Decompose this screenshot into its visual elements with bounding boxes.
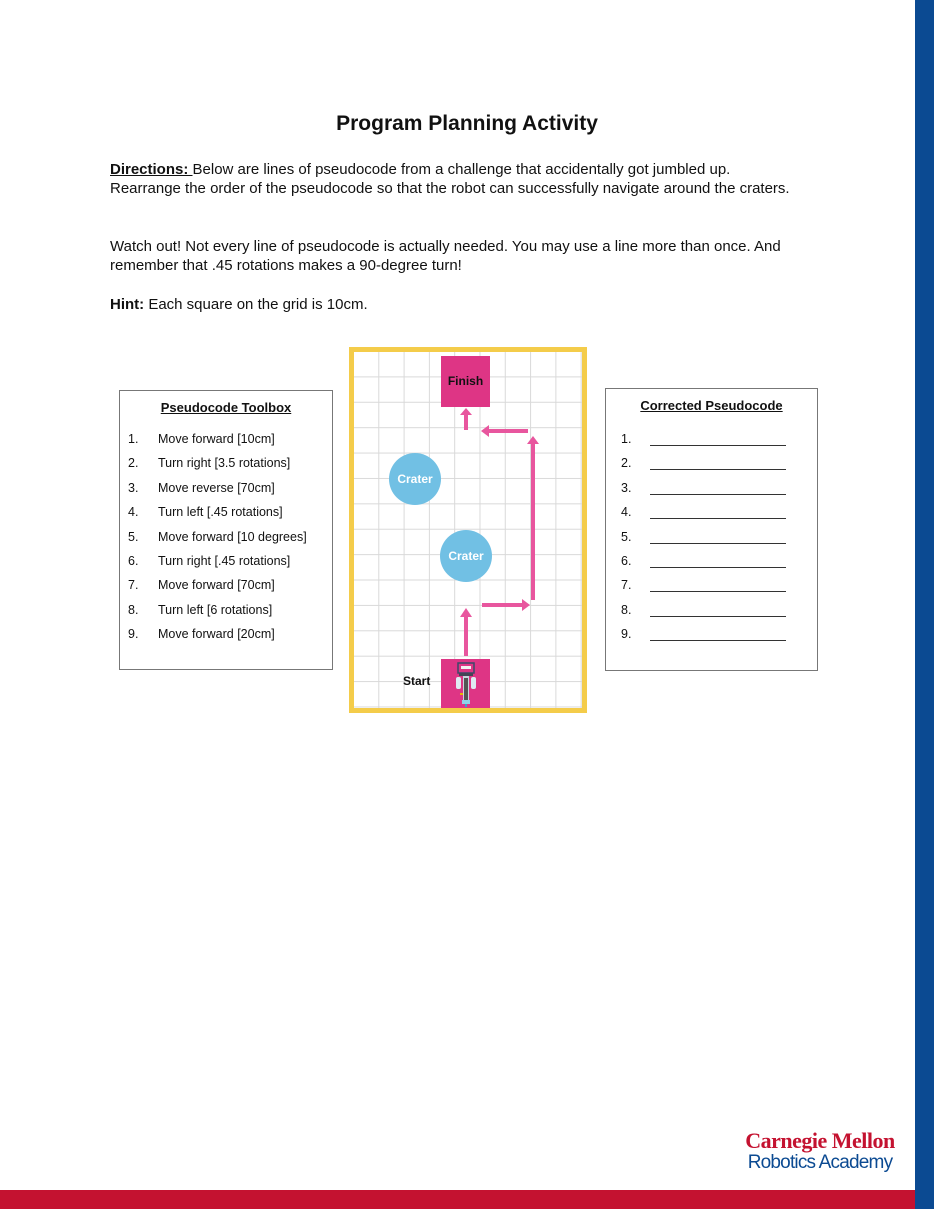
- path-arrow-up-finish: [464, 414, 468, 430]
- answer-line[interactable]: [606, 627, 817, 651]
- toolbox-list: [120, 432, 332, 652]
- finish-label: Finish: [447, 374, 484, 388]
- item-text: Turn right [3.5 rotations]: [158, 456, 291, 471]
- answer-line[interactable]: [606, 530, 817, 554]
- answer-line[interactable]: [606, 554, 817, 578]
- directions-label: Directions:: [110, 161, 193, 178]
- item-number: 7.: [128, 578, 139, 593]
- warning-paragraph: Watch out! Not every line of pseudocode is actually needed. You may use a line more than once. And remember that .45 rotations makes a 90-degree turn!: [110, 238, 781, 274]
- answer-line[interactable]: [606, 481, 817, 505]
- answer-line[interactable]: [606, 505, 817, 529]
- answer-line[interactable]: [606, 432, 817, 456]
- answer-line[interactable]: [606, 578, 817, 602]
- line-number: 6.: [621, 553, 632, 568]
- grid: [354, 352, 582, 708]
- answer-blank[interactable]: [650, 445, 786, 446]
- hint-text: Each square on the grid is 10cm.: [144, 296, 368, 313]
- toolbox-item: [120, 603, 332, 627]
- answer-blank[interactable]: [650, 518, 786, 519]
- answer-line[interactable]: [606, 603, 817, 627]
- toolbox-item: [120, 481, 332, 505]
- crater: Crater: [440, 530, 492, 582]
- path-arrow-left-head: [481, 425, 489, 437]
- path-arrows: [354, 352, 582, 708]
- robot-icon: [455, 660, 477, 708]
- item-text: Move forward [70cm]: [158, 578, 275, 593]
- line-number: 3.: [621, 480, 632, 495]
- line-number: 4.: [621, 505, 632, 520]
- toolbox-item: [120, 432, 332, 456]
- pseudocode-toolbox: [119, 390, 333, 670]
- answer-blank[interactable]: [650, 616, 786, 617]
- path-arrow-up-finish-head: [460, 408, 472, 415]
- line-number: 8.: [621, 602, 632, 617]
- item-text: Move forward [10cm]: [158, 432, 275, 446]
- path-arrow-right-head: [522, 599, 530, 611]
- answer-blank[interactable]: [650, 494, 786, 495]
- item-text: Turn right [.45 rotations]: [158, 553, 291, 568]
- cmu-robotics-academy-logo: [735, 1130, 905, 1172]
- logo-line-robotics-academy: Robotics Academy: [747, 1152, 893, 1173]
- side-accent-bar: [915, 0, 934, 1209]
- item-text: Turn left [.45 rotations]: [158, 505, 283, 520]
- item-number: 6.: [128, 553, 139, 568]
- answer-blank[interactable]: [650, 543, 786, 544]
- line-number: 5.: [621, 529, 632, 544]
- bottom-accent-bar: [0, 1190, 915, 1209]
- line-number: 1.: [621, 432, 632, 446]
- toolbox-item: [120, 456, 332, 480]
- answer-line[interactable]: [606, 456, 817, 480]
- hint-label: Hint:: [110, 296, 145, 313]
- corrected-pseudocode: [605, 388, 818, 671]
- item-text: Move forward [10 degrees]: [158, 529, 307, 544]
- corrected-title: Corrected Pseudocode: [640, 398, 783, 413]
- start-label: Start: [403, 674, 431, 688]
- directions-paragraph: [110, 161, 800, 198]
- toolbox-item: [120, 505, 332, 529]
- toolbox-item: [120, 554, 332, 578]
- item-number: 2.: [128, 456, 139, 471]
- path-arrow-up-start-head: [460, 608, 472, 617]
- item-number: 4.: [128, 505, 139, 520]
- path-arrow-up-long-head: [527, 436, 539, 444]
- line-number: 2.: [621, 456, 632, 471]
- crater: Crater: [389, 453, 441, 505]
- item-number: 5.: [128, 529, 139, 544]
- item-number: 8.: [128, 602, 139, 617]
- item-text: Move forward [20cm]: [158, 627, 275, 642]
- item-text: Move reverse [70cm]: [158, 480, 275, 495]
- logo-line-carnegie-mellon: Carnegie Mellon: [745, 1128, 895, 1153]
- path-arrow-left: [488, 429, 528, 433]
- directions-text: Below are lines of pseudocode from a challenge that accidentally got jumbled up. Rearrange the order of the pseudocode so that the robot can successfully navigate around the craters.: [110, 161, 790, 197]
- toolbox-item: [120, 627, 332, 651]
- item-number: 1.: [128, 432, 139, 446]
- toolbox-title: Pseudocode Toolbox: [160, 400, 292, 415]
- path-arrow-right: [482, 603, 524, 607]
- grid-map: [349, 347, 587, 713]
- line-number: 7.: [621, 578, 632, 593]
- item-number: 9.: [128, 627, 139, 642]
- corrected-list: [606, 432, 817, 652]
- answer-blank[interactable]: [650, 591, 786, 592]
- page-title: Program Planning Activity: [336, 112, 598, 135]
- item-text: Turn left [6 rotations]: [158, 602, 273, 617]
- answer-blank[interactable]: [650, 469, 786, 470]
- toolbox-item: [120, 578, 332, 602]
- answer-blank[interactable]: [650, 567, 786, 568]
- hint-paragraph: [110, 296, 800, 315]
- path-arrow-up-long: [531, 442, 535, 600]
- line-number: 9.: [621, 627, 632, 642]
- item-number: 3.: [128, 480, 139, 495]
- toolbox-item: [120, 530, 332, 554]
- answer-blank[interactable]: [650, 640, 786, 641]
- path-arrow-up-start: [464, 616, 468, 656]
